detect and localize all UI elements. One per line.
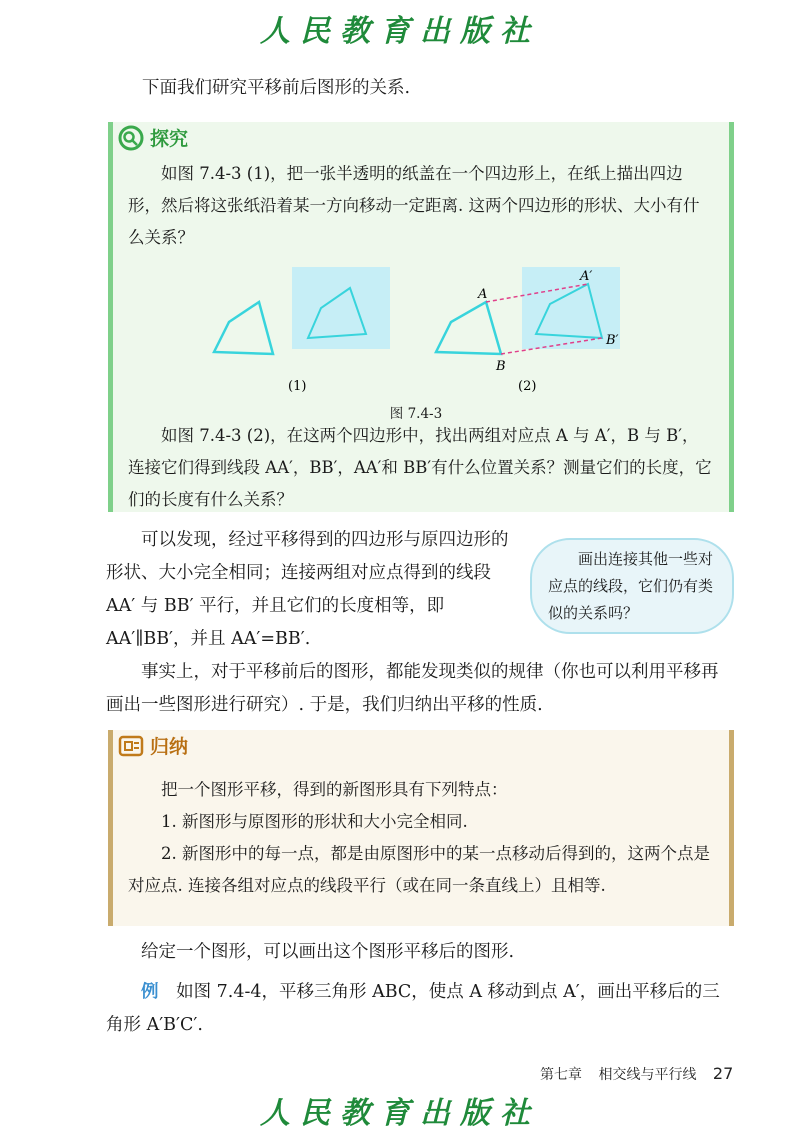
page-number: 27 bbox=[712, 1064, 734, 1083]
explore-title: 探究 bbox=[150, 128, 189, 150]
given-text: 给定一个图形，可以画出这个图形平移后的图形. bbox=[141, 942, 515, 962]
figure-7-4-3 bbox=[196, 262, 636, 402]
summary-title: 归纳 bbox=[150, 736, 189, 758]
summary-item-2: 2. 新图形中的每一点，都是由原图形中的某一点移动后得到的，这两个点是对应点. 连接各组对应点的线段平行（或在同一条直线上）且相等. bbox=[128, 844, 710, 895]
finding-text: 可以发现，经过平移得到的四边形与原四边形的形状、大小完全相同；连接两组对应点得到的线段 AA′ 与 BB′ 平行，并且它们的长度相等，即 AA′∥BB′，并且 AA′=BB′. bbox=[106, 530, 509, 649]
summary-icon bbox=[118, 734, 144, 758]
label-a: A bbox=[478, 287, 488, 302]
summary-lead: 把一个图形平移，得到的新图形具有下列特点： bbox=[161, 780, 508, 799]
figure-caption: 图 7.4-3 bbox=[389, 406, 443, 422]
example-label: 例 bbox=[141, 982, 159, 1002]
publisher-watermark-bottom: 人民教育出版社 bbox=[260, 1096, 540, 1131]
fact-text: 事实上，对于平移前后的图形，都能发现类似的规律（你也可以利用平移再画出一些图形进行研究）. 于是，我们归纳出平移的性质. bbox=[106, 662, 719, 715]
cloud-note: 画出连接其他一些对应点的线段，它们仍有类似的关系吗？ bbox=[548, 550, 714, 622]
label-figure-2: (2) bbox=[518, 379, 537, 394]
footer bbox=[540, 1064, 733, 1084]
example-block bbox=[106, 976, 726, 1042]
footer-chapter: 第七章 bbox=[540, 1067, 582, 1083]
label-b: B bbox=[496, 359, 506, 374]
quad-original-2 bbox=[436, 302, 501, 354]
summary-item-1: 1. 新图形与原图形的形状和大小完全相同. bbox=[161, 812, 468, 831]
intro-text: 下面我们研究平移前后图形的关系. bbox=[142, 78, 411, 98]
footer-chapter-title: 相交线与平行线 bbox=[598, 1067, 697, 1083]
explore-paragraph-1: 如图 7.4-3 (1)，把一张半透明的纸盖在一个四边形上，在纸上描出四边形，然后将这张纸沿着某一方向移动一定距离. 这两个四边形的形状、大小有什么关系？ bbox=[128, 164, 700, 247]
example-text: 如图 7.4-4，平移三角形 ABC，使点 A 移动到点 A′，画出平移后的三角形 A′B′C′. bbox=[106, 982, 720, 1035]
publisher-watermark-top: 人民教育出版社 bbox=[260, 14, 540, 49]
explore-icon bbox=[118, 125, 144, 151]
summary-header bbox=[118, 732, 188, 759]
quad-original-1 bbox=[214, 302, 273, 354]
label-figure-1: (1) bbox=[288, 379, 307, 394]
label-b-prime: B′ bbox=[606, 333, 619, 348]
explore-header bbox=[118, 124, 188, 151]
label-a-prime: A′ bbox=[580, 269, 593, 284]
explore-paragraph-2: 如图 7.4-3 (2)，在这两个四边形中，找出两组对应点 A 与 A′，B 与 B′，连接它们得到线段 AA′，BB′，AA′和 BB′有什么位置关系？测量它们的长度，它们的长度有什么关系？ bbox=[128, 426, 712, 509]
